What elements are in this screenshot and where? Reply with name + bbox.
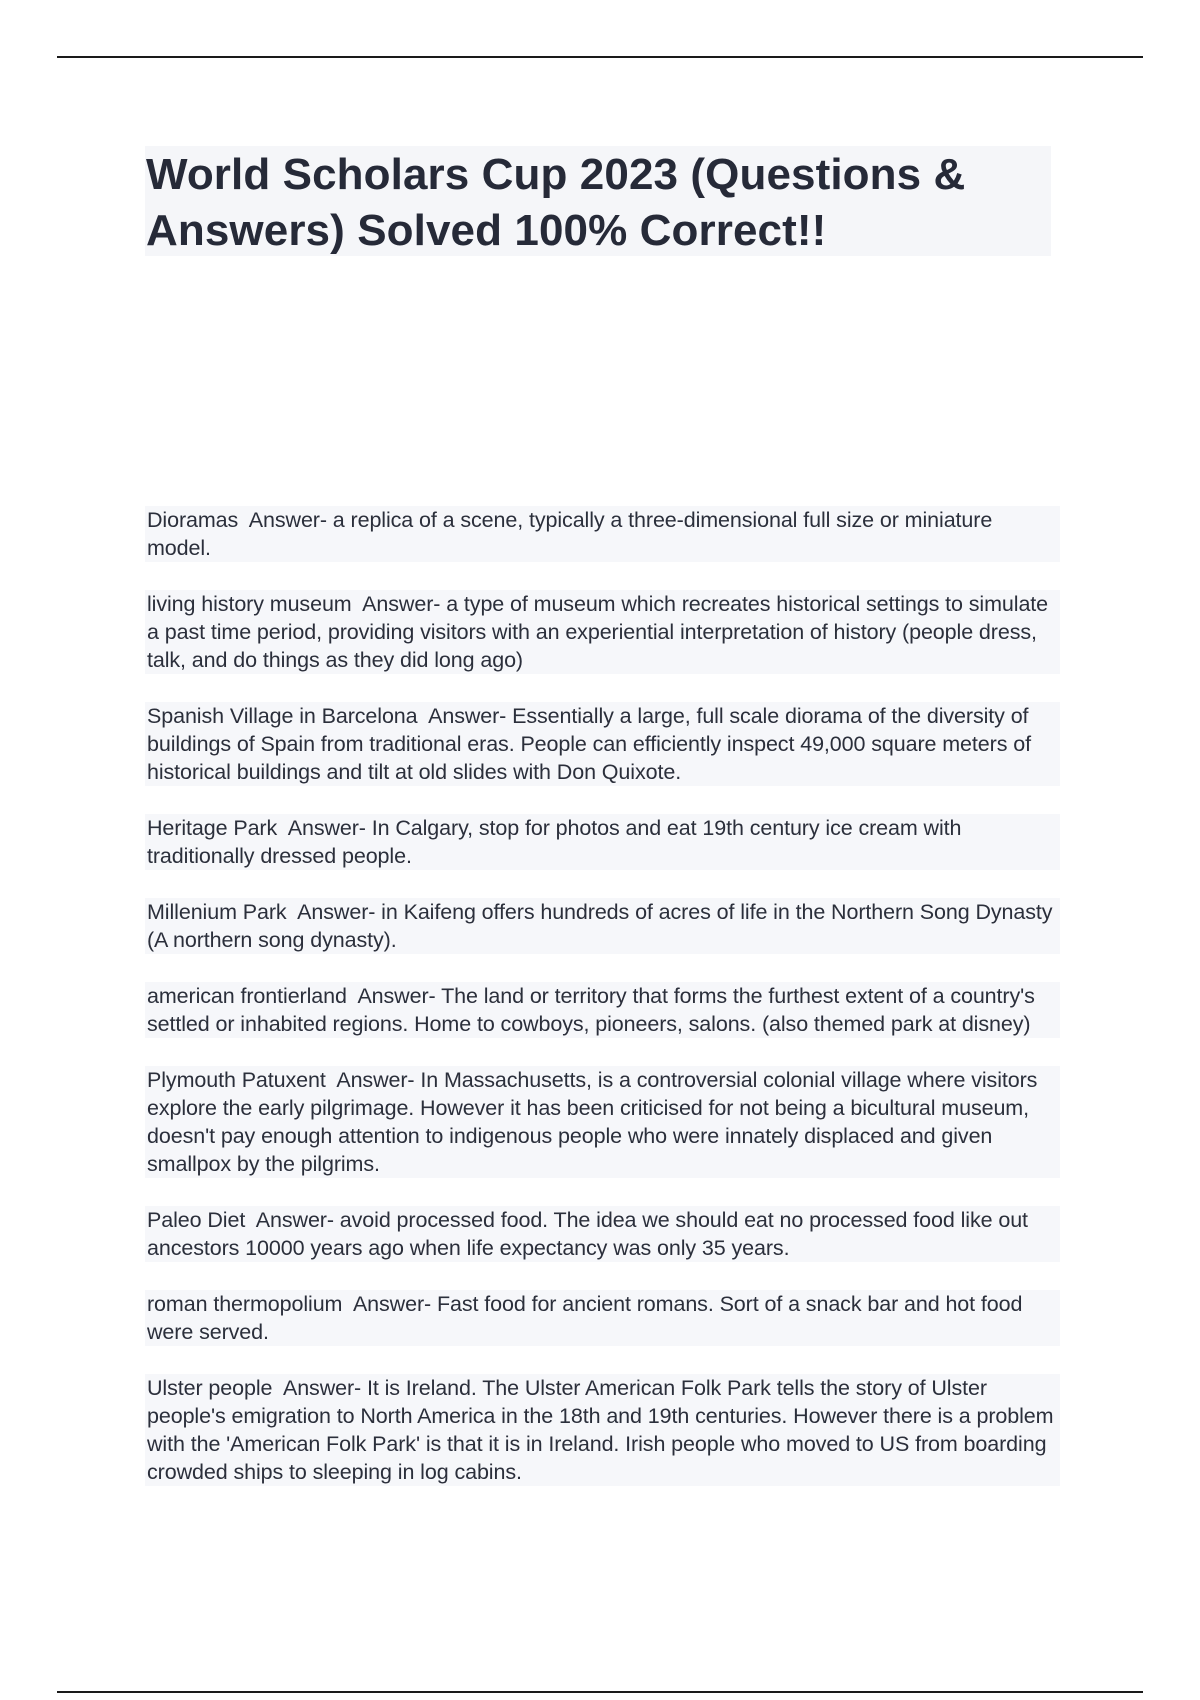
footer-rule: [57, 1691, 1143, 1693]
qa-item: [145, 982, 1060, 1038]
qa-term: living history museum: [147, 592, 352, 616]
qa-item: [145, 506, 1060, 562]
qa-item: [145, 1206, 1060, 1262]
qa-item: [145, 702, 1060, 786]
qa-answer: Answer- avoid processed food. The idea we should eat no processed food like out ancestors 10000 years ago when life expectancy was only 35 years.: [147, 1208, 1028, 1260]
qa-answer: Answer- in Kaifeng offers hundreds of acres of life in the Northern Song Dynasty (A northern song dynasty).: [147, 900, 1053, 952]
document-title: World Scholars Cup 2023 (Questions & Answers) Solved 100% Correct!!: [146, 150, 966, 255]
qa-item: [145, 1066, 1060, 1178]
qa-item: [145, 1374, 1060, 1486]
qa-item: [145, 814, 1060, 870]
qa-item: [145, 898, 1060, 954]
qa-term: Millenium Park: [147, 900, 287, 924]
qa-answer: Answer- Essentially a large, full scale diorama of the diversity of buildings of Spain from traditional eras. People can efficiently inspect 49,000 square meters of historical buildings and tilt at old slides with Don Quixote.: [147, 704, 1031, 784]
qa-answer: Answer- It is Ireland. The Ulster American Folk Park tells the story of Ulster people's emigration to North America in the 18th and 19th centuries. However there is a problem with the 'American Folk Park' is that it is in Ireland. Irish people who moved to US from boarding crowded ships to sleeping in log cabins.: [147, 1376, 1054, 1484]
qa-term: american frontierland: [147, 984, 347, 1008]
qa-term: Dioramas: [147, 508, 239, 532]
qa-item: [145, 1290, 1060, 1346]
qa-term: Paleo Diet: [147, 1208, 246, 1232]
qa-answer: Answer- a type of museum which recreates historical settings to simulate a past time period, providing visitors with an experiential interpretation of history (people dress, talk, and do things as they did long ago): [147, 592, 1049, 672]
qa-answer: Answer- In Calgary, stop for photos and eat 19th century ice cream with traditionally dressed people.: [147, 816, 962, 868]
qa-item: [145, 590, 1060, 674]
qa-answer: Answer- Fast food for ancient romans. Sort of a snack bar and hot food were served.: [147, 1292, 1023, 1344]
qa-answer: Answer- a replica of a scene, typically a three-dimensional full size or miniature model.: [147, 508, 993, 560]
qa-term: Heritage Park: [147, 816, 278, 840]
qa-term: roman thermopolium: [147, 1292, 343, 1316]
qa-list: [145, 506, 1060, 1514]
qa-answer: Answer- In Massachusetts, is a controversial colonial village where visitors explore the early pilgrimage. However it has been criticised for not being a bicultural museum, doesn't pay enough attention to indigenous people who were innately displaced and given smallpox by the pilgrims.: [147, 1068, 1038, 1176]
qa-answer: Answer- The land or territory that forms the furthest extent of a country's settled or inhabited regions. Home to cowboys, pioneers, salons. (also themed park at disney): [147, 984, 1035, 1036]
qa-term: Spanish Village in Barcelona: [147, 704, 418, 728]
qa-term: Plymouth Patuxent: [147, 1068, 326, 1092]
header-rule: [57, 56, 1143, 58]
qa-term: Ulster people: [147, 1376, 273, 1400]
